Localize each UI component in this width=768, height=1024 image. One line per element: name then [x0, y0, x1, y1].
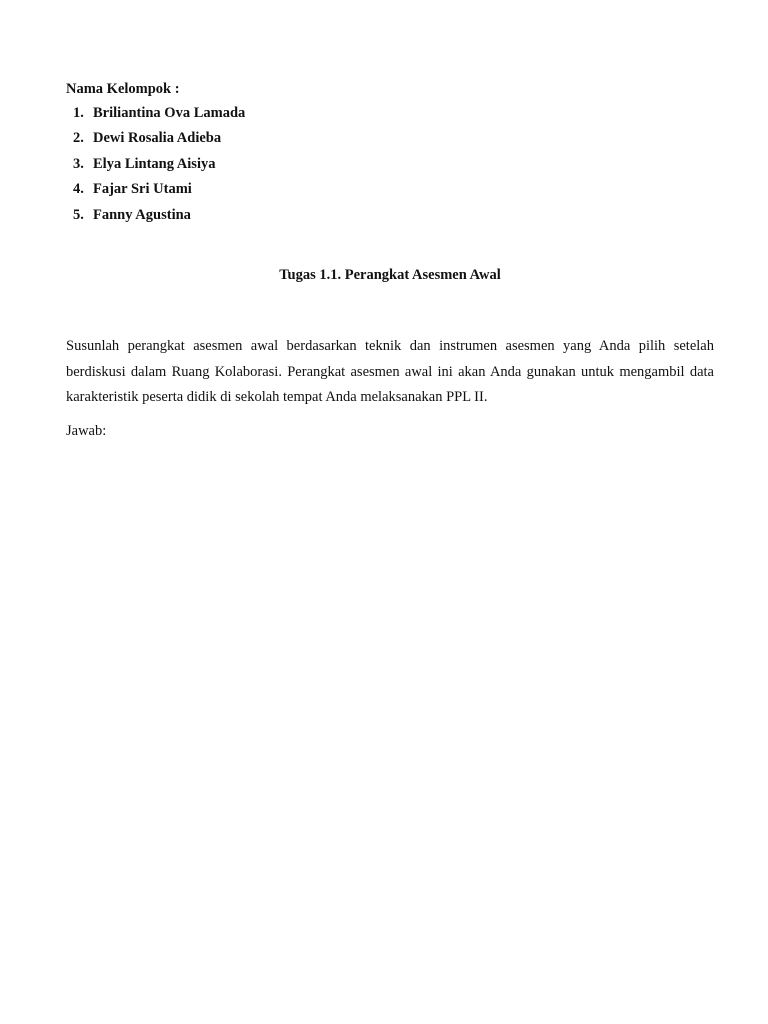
member-name: Fanny Agustina: [93, 206, 191, 223]
member-name: Dewi Rosalia Adieba: [93, 130, 222, 147]
member-item: [66, 128, 245, 153]
answer-label: Jawab:: [66, 423, 107, 439]
member-name: Elya Lintang Aisiya: [93, 155, 216, 172]
member-number: 2.: [73, 130, 84, 147]
member-item: [66, 154, 245, 179]
member-item: [66, 103, 245, 128]
task-body: Susunlah perangkat asesmen awal berdasarkan teknik dan instrumen asesmen yang Anda pilih setelah berdiskusi dalam Ruang Kolaborasi. Perangkat asesmen awal ini akan Anda gunakan untuk mengambil data karakteristik peserta didik di sekolah tempat Anda melaksanakan PPL II.: [66, 338, 714, 405]
member-item: [66, 205, 245, 230]
group-heading: Nama Kelompok :: [66, 81, 180, 97]
member-list: [66, 103, 245, 230]
member-number: 5.: [73, 206, 84, 223]
member-number: 3.: [73, 155, 84, 172]
member-number: 4.: [73, 181, 84, 198]
member-name: Fajar Sri Utami: [93, 181, 192, 198]
member-number: 1.: [73, 105, 84, 121]
member-name: Briliantina Ova Lamada: [93, 105, 246, 121]
task-title: Tugas 1.1. Perangkat Asesmen Awal: [279, 267, 501, 283]
member-item: [66, 179, 245, 204]
